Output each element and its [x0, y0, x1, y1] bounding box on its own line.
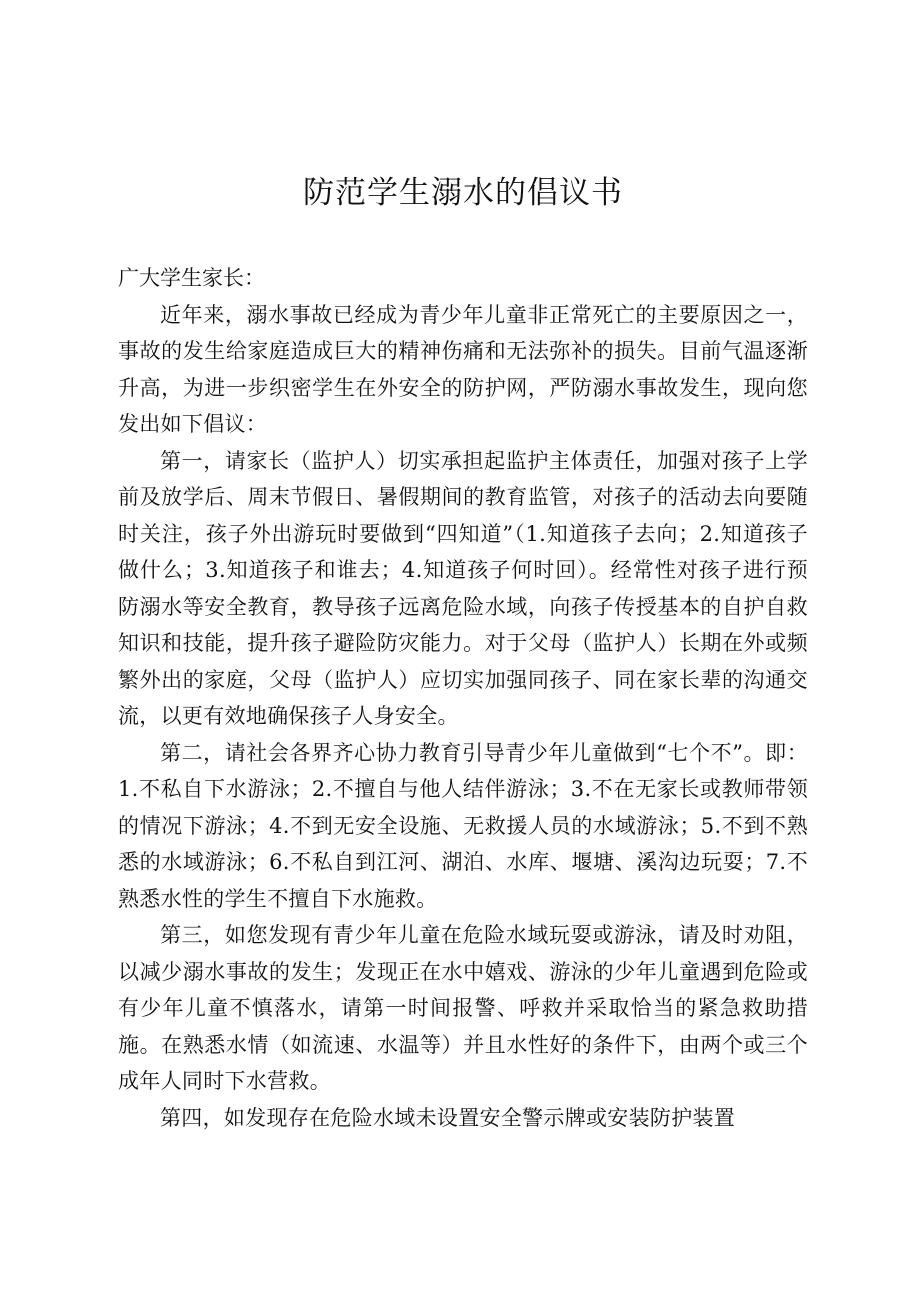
paragraph-fourth: 第四，如发现存在危险水域未设置安全警示牌或安装防护装置: [160, 1105, 736, 1130]
document-page: [118, 170, 808, 1136]
paragraph-third: 第三，如您发现有青少年儿童在危险水域玩耍或游泳，请及时劝阻，以减少溺水事故的发生；发现正在水中嬉戏、游泳的少年儿童遇到危险或有少年儿童不慎落水，请第一时间报警、呼救并采取恰当的紧急救助措施。在熟悉水情（如流速、水温等）并且水性好的条件下，由两个或三个成年人同时下水营救。: [118, 923, 808, 1093]
paragraph-second: 第二，请社会各界齐心协力教育引导青少年儿童做到“七个不”。即：1.不私自下水游泳；2.不擅自与他人结伴游泳；3.不在无家长或教师带领的情况下游泳；4.不到无安全设施、无救援人员的水域游泳；5.不到不熟悉的水域游泳；6.不私自到江河、湖泊、水库、堰塘、溪沟边玩耍；7.不熟悉水性的学生不擅自下水施救。: [118, 740, 808, 911]
paragraph-intro: 近年来，溺水事故已经成为青少年儿童非正常死亡的主要原因之一，事故的发生给家庭造成巨大的精神伤痛和无法弥补的损失。目前气温逐渐升高，为进一步织密学生在外安全的防护网，严防溺水事故发生，现向您发出如下倡议：: [118, 302, 808, 436]
paragraph-first: 第一，请家长（监护人）切实承担起监护主体责任，加强对孩子上学前及放学后、周末节假日、暑假期间的教育监管，对孩子的活动去向要随时关注，孩子外出游玩时要做到“四知道”（1.知道孩子去向；2.知道孩子做什么；3.知道孩子和谁去；4.知道孩子何时回）。经常性对孩子进行预防溺水等安全教育，教导孩子远离危险水域，向孩子传授基本的自护自救知识和技能，提升孩子避险防灾能力。对于父母（监护人）长期在外或频繁外出的家庭，父母（监护人）应切实加强同孩子、同在家长辈的沟通交流，以更有效地确保孩子人身安全。: [118, 448, 808, 728]
salutation: 广大学生家长：: [118, 266, 265, 290]
document-title: 防范学生溺水的倡议书: [303, 175, 623, 211]
